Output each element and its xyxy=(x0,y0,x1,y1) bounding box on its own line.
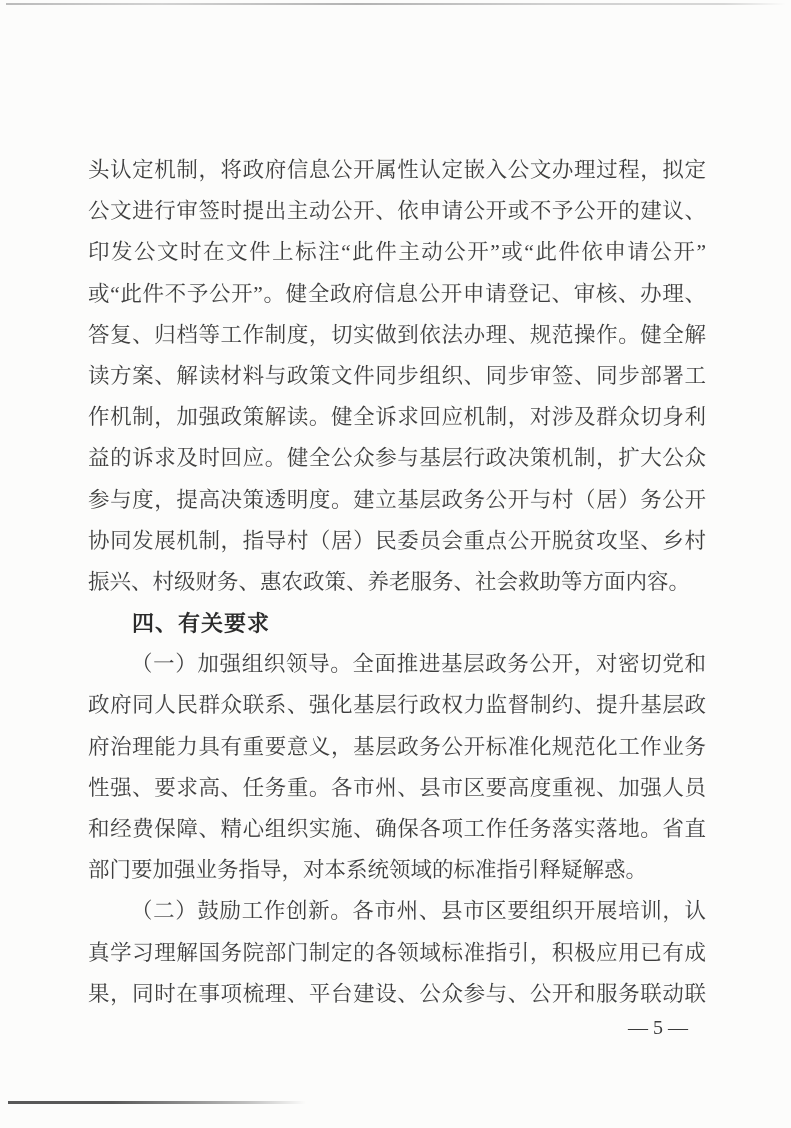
text-line: 和经费保障、精心组织实施、确保各项工作任务落实落地。省直 xyxy=(88,817,706,841)
text-line: 作机制，加强政策解读。健全诉求回应机制，对涉及群众切身利 xyxy=(88,405,706,430)
text-line: 公文进行审签时提出主动公开、依申请公开或不予公开的建议、 xyxy=(88,199,706,224)
text-line: 答复、归档等工作制度，切实做到依法办理、规范操作。健全解 xyxy=(88,322,706,347)
text-line: 读方案、解读材料与政策文件同步组织、同步审签、同步部署工 xyxy=(88,363,706,388)
text-line: 部门要加强业务指导，对本系统领域的标准指引释疑解惑。 xyxy=(88,858,648,883)
text-line: （二）鼓励工作创新。各市州、县市区要组织开展培训，认 xyxy=(131,899,706,924)
text-line: 头认定机制，将政府信息公开属性认定嵌入公文办理过程，拟定 xyxy=(88,158,706,182)
text-line: 印发公文时在文件上标注“此件主动公开”或“此件依申请公开” xyxy=(88,240,706,265)
scan-artifact-top xyxy=(6,3,786,5)
page-number: — 5 — xyxy=(628,1017,688,1039)
text-line: 振兴、村级财务、惠农政策、养老服务、社会救助等方面内容。 xyxy=(88,569,691,594)
text-line: 性强、要求高、任务重。各市州、县市区要高度重视、加强人员 xyxy=(88,775,706,800)
section-heading: 四、有关要求 xyxy=(132,611,271,637)
text-line: 益的诉求及时回应。健全公众参与基层行政决策机制，扩大公众 xyxy=(88,446,706,471)
text-line: 参与度，提高决策透明度。建立基层政务公开与村（居）务公开 xyxy=(88,487,706,512)
text-line: 政府同人民群众联系、强化基层行政权力监督制约、提升基层政 xyxy=(88,693,706,718)
text-line: 或“此件不予公开”。健全政府信息公开申请登记、审核、办理、 xyxy=(88,281,706,306)
document-body xyxy=(88,150,706,1015)
text-line: 真学习理解国务院部门制定的各领域标准指引，积极应用已有成 xyxy=(88,940,706,965)
scan-artifact-bottom xyxy=(8,1101,306,1104)
text-line: 府治理能力具有重要意义，基层政务公开标准化规范化工作业务 xyxy=(88,734,706,759)
text-line: 果，同时在事项梳理、平台建设、公众参与、公开和服务联动联 xyxy=(88,981,706,1006)
text-line: （一）加强组织领导。全面推进基层政务公开，对密切党和 xyxy=(131,652,706,677)
text-line: 协同发展机制，指导村（居）民委员会重点公开脱贫攻坚、乡村 xyxy=(88,528,706,553)
